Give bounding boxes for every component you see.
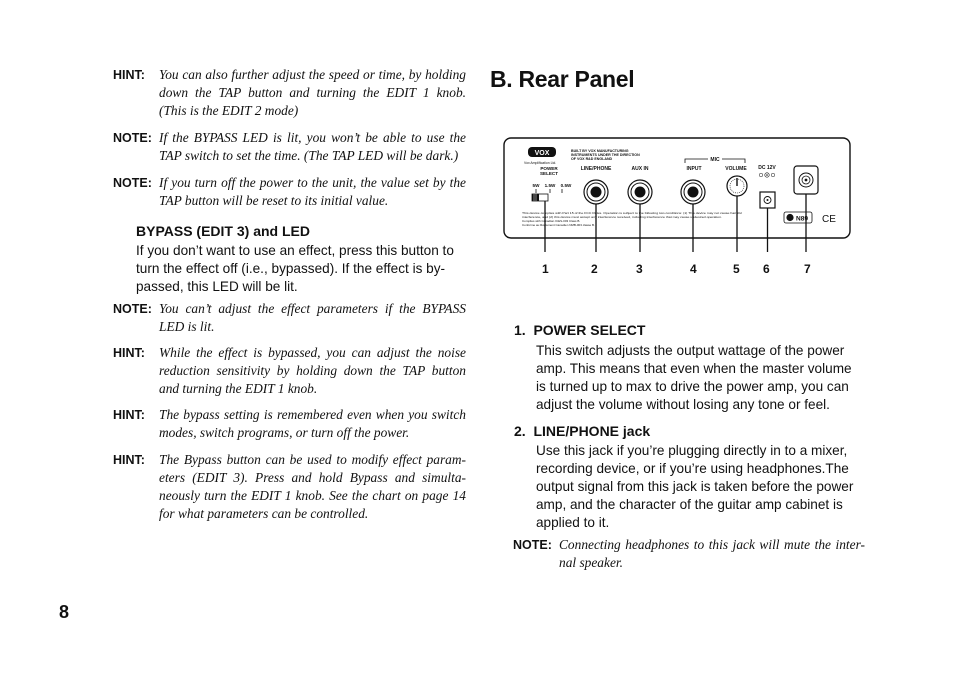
svg-text:interference, and (2) this dev: interference, and (2) this device must accept any interference received, including interference that may cause undesired operation. <box>522 215 723 219</box>
note-label: NOTE: <box>113 131 152 145</box>
text-line: You can’t adjust the effect parameters if the BYPASS <box>159 301 466 316</box>
text-line: adjust the volume without losing any tone or feel. <box>536 397 830 412</box>
text-line: amp, and the character of the guitar amp cabinet is <box>536 497 843 512</box>
text-line: If the BYPASS LED is lit, you won’t be able to use the <box>159 130 466 145</box>
text-line: eters (EDIT 3). Press and hold Bypass and simulta- <box>159 470 466 485</box>
n-mark-icon <box>784 212 812 223</box>
text-line: passed, this LED will be lit. <box>136 279 298 294</box>
note-headphones-mute <box>513 536 865 574</box>
svg-text:N89: N89 <box>796 215 808 223</box>
callout-number: 1 <box>542 262 549 276</box>
svg-text:Conforme au Règlement Canadien: Conforme au Règlement Canadien NMB-003 classe B. <box>522 223 595 227</box>
note-power-reset <box>113 174 466 212</box>
watt-label-0-5w: 0.5W <box>560 183 572 188</box>
power-select-switch <box>532 194 548 201</box>
line-phone-heading: 2. LINE/PHONE jack <box>514 423 651 439</box>
callout-number: 3 <box>636 262 643 276</box>
text-line: Use this jack if you’re plugging directly in to a mixer, <box>536 443 848 458</box>
text-line: You can also further adjust the speed or time, by holding <box>159 67 466 82</box>
text-line: (This is the EDIT 2 mode) <box>159 103 299 118</box>
hint-label: HINT: <box>113 408 145 422</box>
text-line: applied to it. <box>536 515 610 530</box>
watt-label-1-5w: 1.5W <box>544 183 556 188</box>
line-phone-body <box>536 442 866 532</box>
dc-label: DC 12V <box>758 165 776 171</box>
aux-in-jack <box>628 180 652 204</box>
hint-label: HINT: <box>113 346 145 360</box>
page-number: 8 <box>59 602 70 622</box>
power-select-label: POWER <box>540 166 558 171</box>
rear-panel-diagram <box>500 134 856 284</box>
ground-terminal <box>794 166 818 194</box>
note-bypass-params <box>113 300 466 338</box>
built-by-line: OF VOX R&D ENGLAND <box>571 157 613 161</box>
hint-label: HINT: <box>113 453 145 467</box>
power-select-heading: 1. POWER SELECT <box>514 322 646 338</box>
text-line: The Bypass button can be used to modify effect param- <box>159 452 466 467</box>
text-line: amp. This means that even when the master volume <box>536 361 852 376</box>
callout-number: 4 <box>690 262 697 276</box>
callout-number: 7 <box>804 262 811 276</box>
text-line: recording device, or if you’re using headphones.The <box>536 461 849 476</box>
dc-power-jack <box>760 192 775 208</box>
note-bypass-led-tap <box>113 129 466 167</box>
text-line: This switch adjusts the output wattage of the power <box>536 343 845 358</box>
line-phone-label: LINE/PHONE <box>580 166 612 172</box>
text-line: and turning the EDIT 1 knob. <box>159 381 318 396</box>
line-phone-jack <box>584 180 608 204</box>
text-line: is turned up to max to drive the power amp, you can <box>536 379 849 394</box>
section-title: B. Rear Panel <box>490 66 635 92</box>
text-line: While the effect is bypassed, you can adjust the noise <box>159 345 466 360</box>
text-line: If you don’t want to use an effect, press this button to <box>136 243 454 258</box>
ce-mark-icon: CE <box>822 214 836 225</box>
mic-label: MIC <box>710 157 720 163</box>
text-line: output signal from this jack is taken before the power <box>536 479 854 494</box>
volume-label: VOLUME <box>725 166 747 172</box>
hint-label: HINT: <box>113 68 145 82</box>
note-label: NOTE: <box>113 302 152 316</box>
bypass-heading: BYPASS (EDIT 3) and LED <box>136 223 310 239</box>
text-line: LED is lit. <box>159 319 215 334</box>
svg-text:This device complies with Part: This device complies with Part 15 of the FCC Rules. Operation is subject to the following two conditions: (1) This device may not cause harmful <box>522 211 743 215</box>
text-line: nal speaker. <box>559 555 623 570</box>
text-line: TAP switch to set the time. (The TAP LED will be dark.) <box>159 148 459 163</box>
note-label: NOTE: <box>513 538 552 552</box>
text-line: turn the effect off (i.e., bypassed). If the effect is by- <box>136 261 446 276</box>
svg-text:VOX: VOX <box>534 150 550 157</box>
built-by-line: BUILT BY VOX MANUFACTURING <box>571 149 629 153</box>
callout-number: 2 <box>591 262 598 276</box>
built-by-line: INSTRUMENTS UNDER THE DIRECTION <box>571 153 640 157</box>
hint-noise-reduction <box>113 344 466 400</box>
watt-label-5w: 5W <box>532 183 540 188</box>
brand-small-text: Vox Amplification Ltd. <box>524 161 557 165</box>
note-label: NOTE: <box>113 176 152 190</box>
callout-number: 5 <box>733 262 740 276</box>
power-select-label: SELECT <box>539 171 559 176</box>
hint-bypass-remembered <box>113 406 466 444</box>
text-line: down the TAP button and turning the EDIT 1 knob. <box>159 85 466 100</box>
hint-tap-speed <box>113 66 466 122</box>
power-select-body <box>536 342 866 414</box>
text-line: The bypass setting is remembered even when you switch <box>159 407 466 422</box>
input-jack <box>681 180 705 204</box>
aux-in-label: AUX IN <box>631 166 649 172</box>
svg-text:Complies with Canadian ICES-00: Complies with Canadian ICES-003 Class B. <box>522 219 581 223</box>
text-line: reduction sensitivity by holding down the TAP button <box>159 363 466 378</box>
volume-knob <box>727 176 747 196</box>
bypass-body <box>136 242 467 296</box>
text-line: for what parameters can be controlled. <box>159 506 369 521</box>
text-line: If you turn off the power to the unit, the value set by the <box>159 175 466 190</box>
hint-bypass-modify <box>113 451 466 525</box>
callout-number: 6 <box>763 262 770 276</box>
input-label: INPUT <box>686 166 702 172</box>
text-line: TAP button will be reset to its initial value. <box>159 193 389 208</box>
text-line: neously turn the EDIT 1 knob. See the chart on page 14 <box>159 488 466 503</box>
text-line: modes, switch programs, or turn off the power. <box>159 425 410 440</box>
vox-logo <box>528 147 556 157</box>
text-line: Connecting headphones to this jack will mute the inter- <box>559 537 865 552</box>
